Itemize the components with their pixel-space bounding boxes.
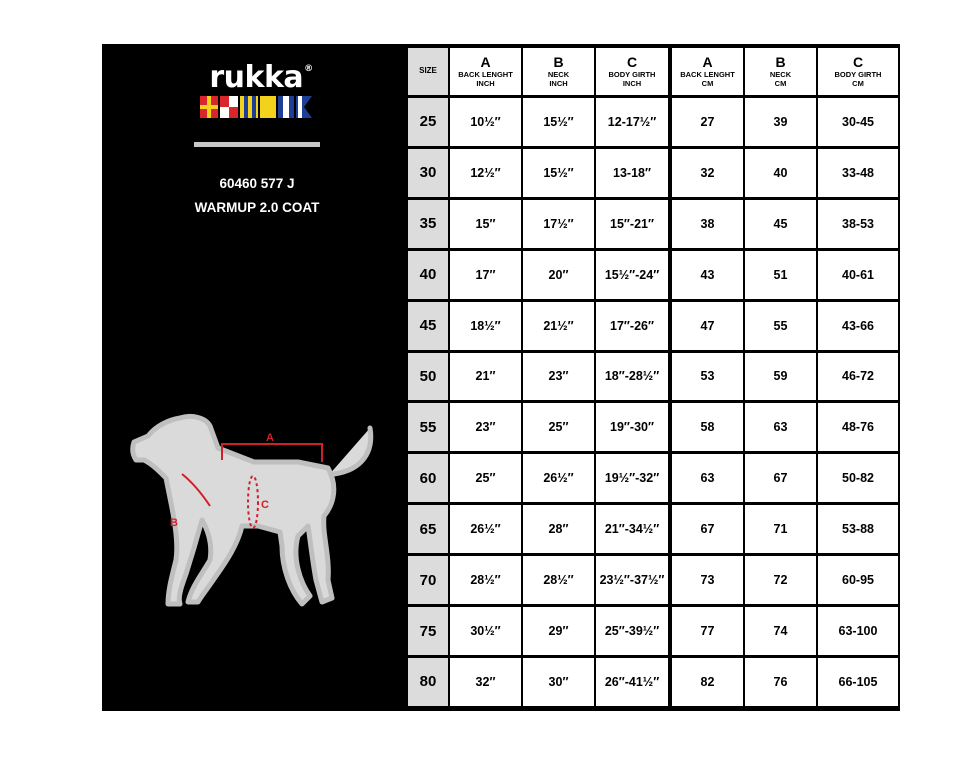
- divider: [194, 142, 320, 147]
- table-cell: 67: [672, 505, 745, 556]
- table-cell: 38-53: [818, 200, 898, 251]
- column-label: BACK LENGHT: [458, 69, 513, 79]
- table-cell: 26½″: [523, 454, 596, 505]
- table-row: [408, 98, 898, 149]
- table-cell: 15½″: [523, 98, 596, 149]
- table-header-row: [408, 48, 898, 98]
- table-row: [408, 607, 898, 658]
- table-cell: 74: [745, 607, 818, 658]
- size-column-header: SIZE: [408, 48, 450, 98]
- column-label: BODY GIRTH: [834, 69, 882, 79]
- table-cell: 26″-41½″: [596, 658, 672, 709]
- table-cell: 60-95: [818, 556, 898, 607]
- table-cell: 39: [745, 98, 818, 149]
- brand-name: rukka: [209, 60, 304, 95]
- column-letter: B: [553, 54, 564, 71]
- table-cell: 20″: [523, 251, 596, 302]
- table-cell: 33-48: [818, 149, 898, 200]
- table-cell: 63: [745, 403, 818, 454]
- table-cell: 28½″: [450, 556, 523, 607]
- column-letter: C: [852, 54, 864, 71]
- table-cell: 28½″: [523, 556, 596, 607]
- table-row: [408, 251, 898, 302]
- table-cell: 19″-30″: [596, 403, 672, 454]
- column-unit: CM: [852, 78, 864, 88]
- table-cell: 63-100: [818, 607, 898, 658]
- column-header: [596, 48, 672, 98]
- size-cell: 40: [408, 251, 450, 302]
- table-cell: 48-76: [818, 403, 898, 454]
- table-cell: 15½″-24″: [596, 251, 672, 302]
- table-cell: 15″-21″: [596, 200, 672, 251]
- measure-label-c: C: [261, 499, 269, 511]
- column-label: BACK LENGHT: [680, 69, 735, 79]
- table-cell: 21″-34½″: [596, 505, 672, 556]
- table-cell: 53: [672, 353, 745, 404]
- table-row: [408, 658, 898, 709]
- table-cell: 21½″: [523, 302, 596, 353]
- size-cell: 60: [408, 454, 450, 505]
- product-name: WARMUP 2.0 COAT: [194, 200, 320, 215]
- column-header: [818, 48, 898, 98]
- size-cell: 70: [408, 556, 450, 607]
- table-cell: 43: [672, 251, 745, 302]
- table-cell: 77: [672, 607, 745, 658]
- table-cell: 21″: [450, 353, 523, 404]
- table-cell: 30″: [523, 658, 596, 709]
- column-letter: B: [775, 54, 786, 71]
- table-cell: 58: [672, 403, 745, 454]
- table-cell: 17½″: [523, 200, 596, 251]
- table-row: [408, 556, 898, 607]
- column-label: NECK: [547, 69, 570, 79]
- table-cell: 12½″: [450, 149, 523, 200]
- table-cell: 73: [672, 556, 745, 607]
- column-unit: INCH: [549, 78, 568, 88]
- table-cell: 50-82: [818, 454, 898, 505]
- table-row: [408, 353, 898, 404]
- measure-label-b: B: [170, 517, 178, 529]
- column-header: [450, 48, 523, 98]
- table-cell: 23″: [523, 353, 596, 404]
- table-cell: 82: [672, 658, 745, 709]
- column-header: [745, 48, 818, 98]
- table-cell: 45: [745, 200, 818, 251]
- size-cell: 30: [408, 149, 450, 200]
- column-unit: CM: [774, 78, 787, 88]
- table-cell: 38: [672, 200, 745, 251]
- table-cell: 30-45: [818, 98, 898, 149]
- table-cell: 17″: [450, 251, 523, 302]
- column-header: [672, 48, 745, 98]
- size-table: [408, 48, 898, 709]
- column-letter: C: [626, 54, 638, 71]
- table-cell: 32″: [450, 658, 523, 709]
- table-cell: 55: [745, 302, 818, 353]
- table-cell: 18″-28½″: [596, 353, 672, 404]
- table-cell: 29″: [523, 607, 596, 658]
- table-cell: 66-105: [818, 658, 898, 709]
- table-cell: 17″-26″: [596, 302, 672, 353]
- table-cell: 47: [672, 302, 745, 353]
- size-cell: 45: [408, 302, 450, 353]
- size-cell: 75: [408, 607, 450, 658]
- table-cell: 59: [745, 353, 818, 404]
- size-cell: 80: [408, 658, 450, 709]
- table-cell: 72: [745, 556, 818, 607]
- size-cell: 65: [408, 505, 450, 556]
- table-cell: 63: [672, 454, 745, 505]
- size-cell: 50: [408, 353, 450, 404]
- dog-measurement-diagram: [122, 408, 382, 618]
- table-row: [408, 403, 898, 454]
- table-cell: 25″: [523, 403, 596, 454]
- size-cell: 55: [408, 403, 450, 454]
- table-cell: 15″: [450, 200, 523, 251]
- column-unit: CM: [701, 78, 714, 88]
- table-row: [408, 505, 898, 556]
- measure-label-a: A: [266, 432, 274, 444]
- table-cell: 13-18″: [596, 149, 672, 200]
- table-cell: 30½″: [450, 607, 523, 658]
- table-row: [408, 149, 898, 200]
- table-row: [408, 200, 898, 251]
- brand-logo: [202, 60, 320, 95]
- size-chart-panel: [102, 44, 900, 711]
- table-cell: 27: [672, 98, 745, 149]
- table-cell: 23″: [450, 403, 523, 454]
- table-cell: 18½″: [450, 302, 523, 353]
- table-cell: 26½″: [450, 505, 523, 556]
- column-unit: INCH: [622, 78, 642, 88]
- brand-panel: [102, 44, 404, 711]
- column-label: NECK: [769, 69, 792, 79]
- table-cell: 71: [745, 505, 818, 556]
- column-letter: A: [480, 54, 491, 71]
- table-row: [408, 302, 898, 353]
- table-cell: 40-61: [818, 251, 898, 302]
- table-cell: 28″: [523, 505, 596, 556]
- table-cell: 43-66: [818, 302, 898, 353]
- size-cell: 35: [408, 200, 450, 251]
- registered-mark: ®: [304, 64, 313, 74]
- table-row: [408, 454, 898, 505]
- column-label: BODY GIRTH: [608, 69, 656, 79]
- table-cell: 32: [672, 149, 745, 200]
- table-cell: 53-88: [818, 505, 898, 556]
- table-cell: 19½″-32″: [596, 454, 672, 505]
- table-cell: 46-72: [818, 353, 898, 404]
- product-code: 60460 577 J: [219, 176, 295, 191]
- table-cell: 76: [745, 658, 818, 709]
- table-cell: 23½″-37½″: [596, 556, 672, 607]
- table-cell: 15½″: [523, 149, 596, 200]
- column-header: [523, 48, 596, 98]
- table-cell: 10½″: [450, 98, 523, 149]
- table-cell: 40: [745, 149, 818, 200]
- table-cell: 67: [745, 454, 818, 505]
- size-cell: 25: [408, 98, 450, 149]
- table-cell: 25″: [450, 454, 523, 505]
- signal-flags-icon: [200, 96, 312, 118]
- table-cell: 12-17½″: [596, 98, 672, 149]
- table-cell: 51: [745, 251, 818, 302]
- table-cell: 25″-39½″: [596, 607, 672, 658]
- column-unit: INCH: [476, 78, 495, 88]
- column-letter: A: [702, 54, 713, 71]
